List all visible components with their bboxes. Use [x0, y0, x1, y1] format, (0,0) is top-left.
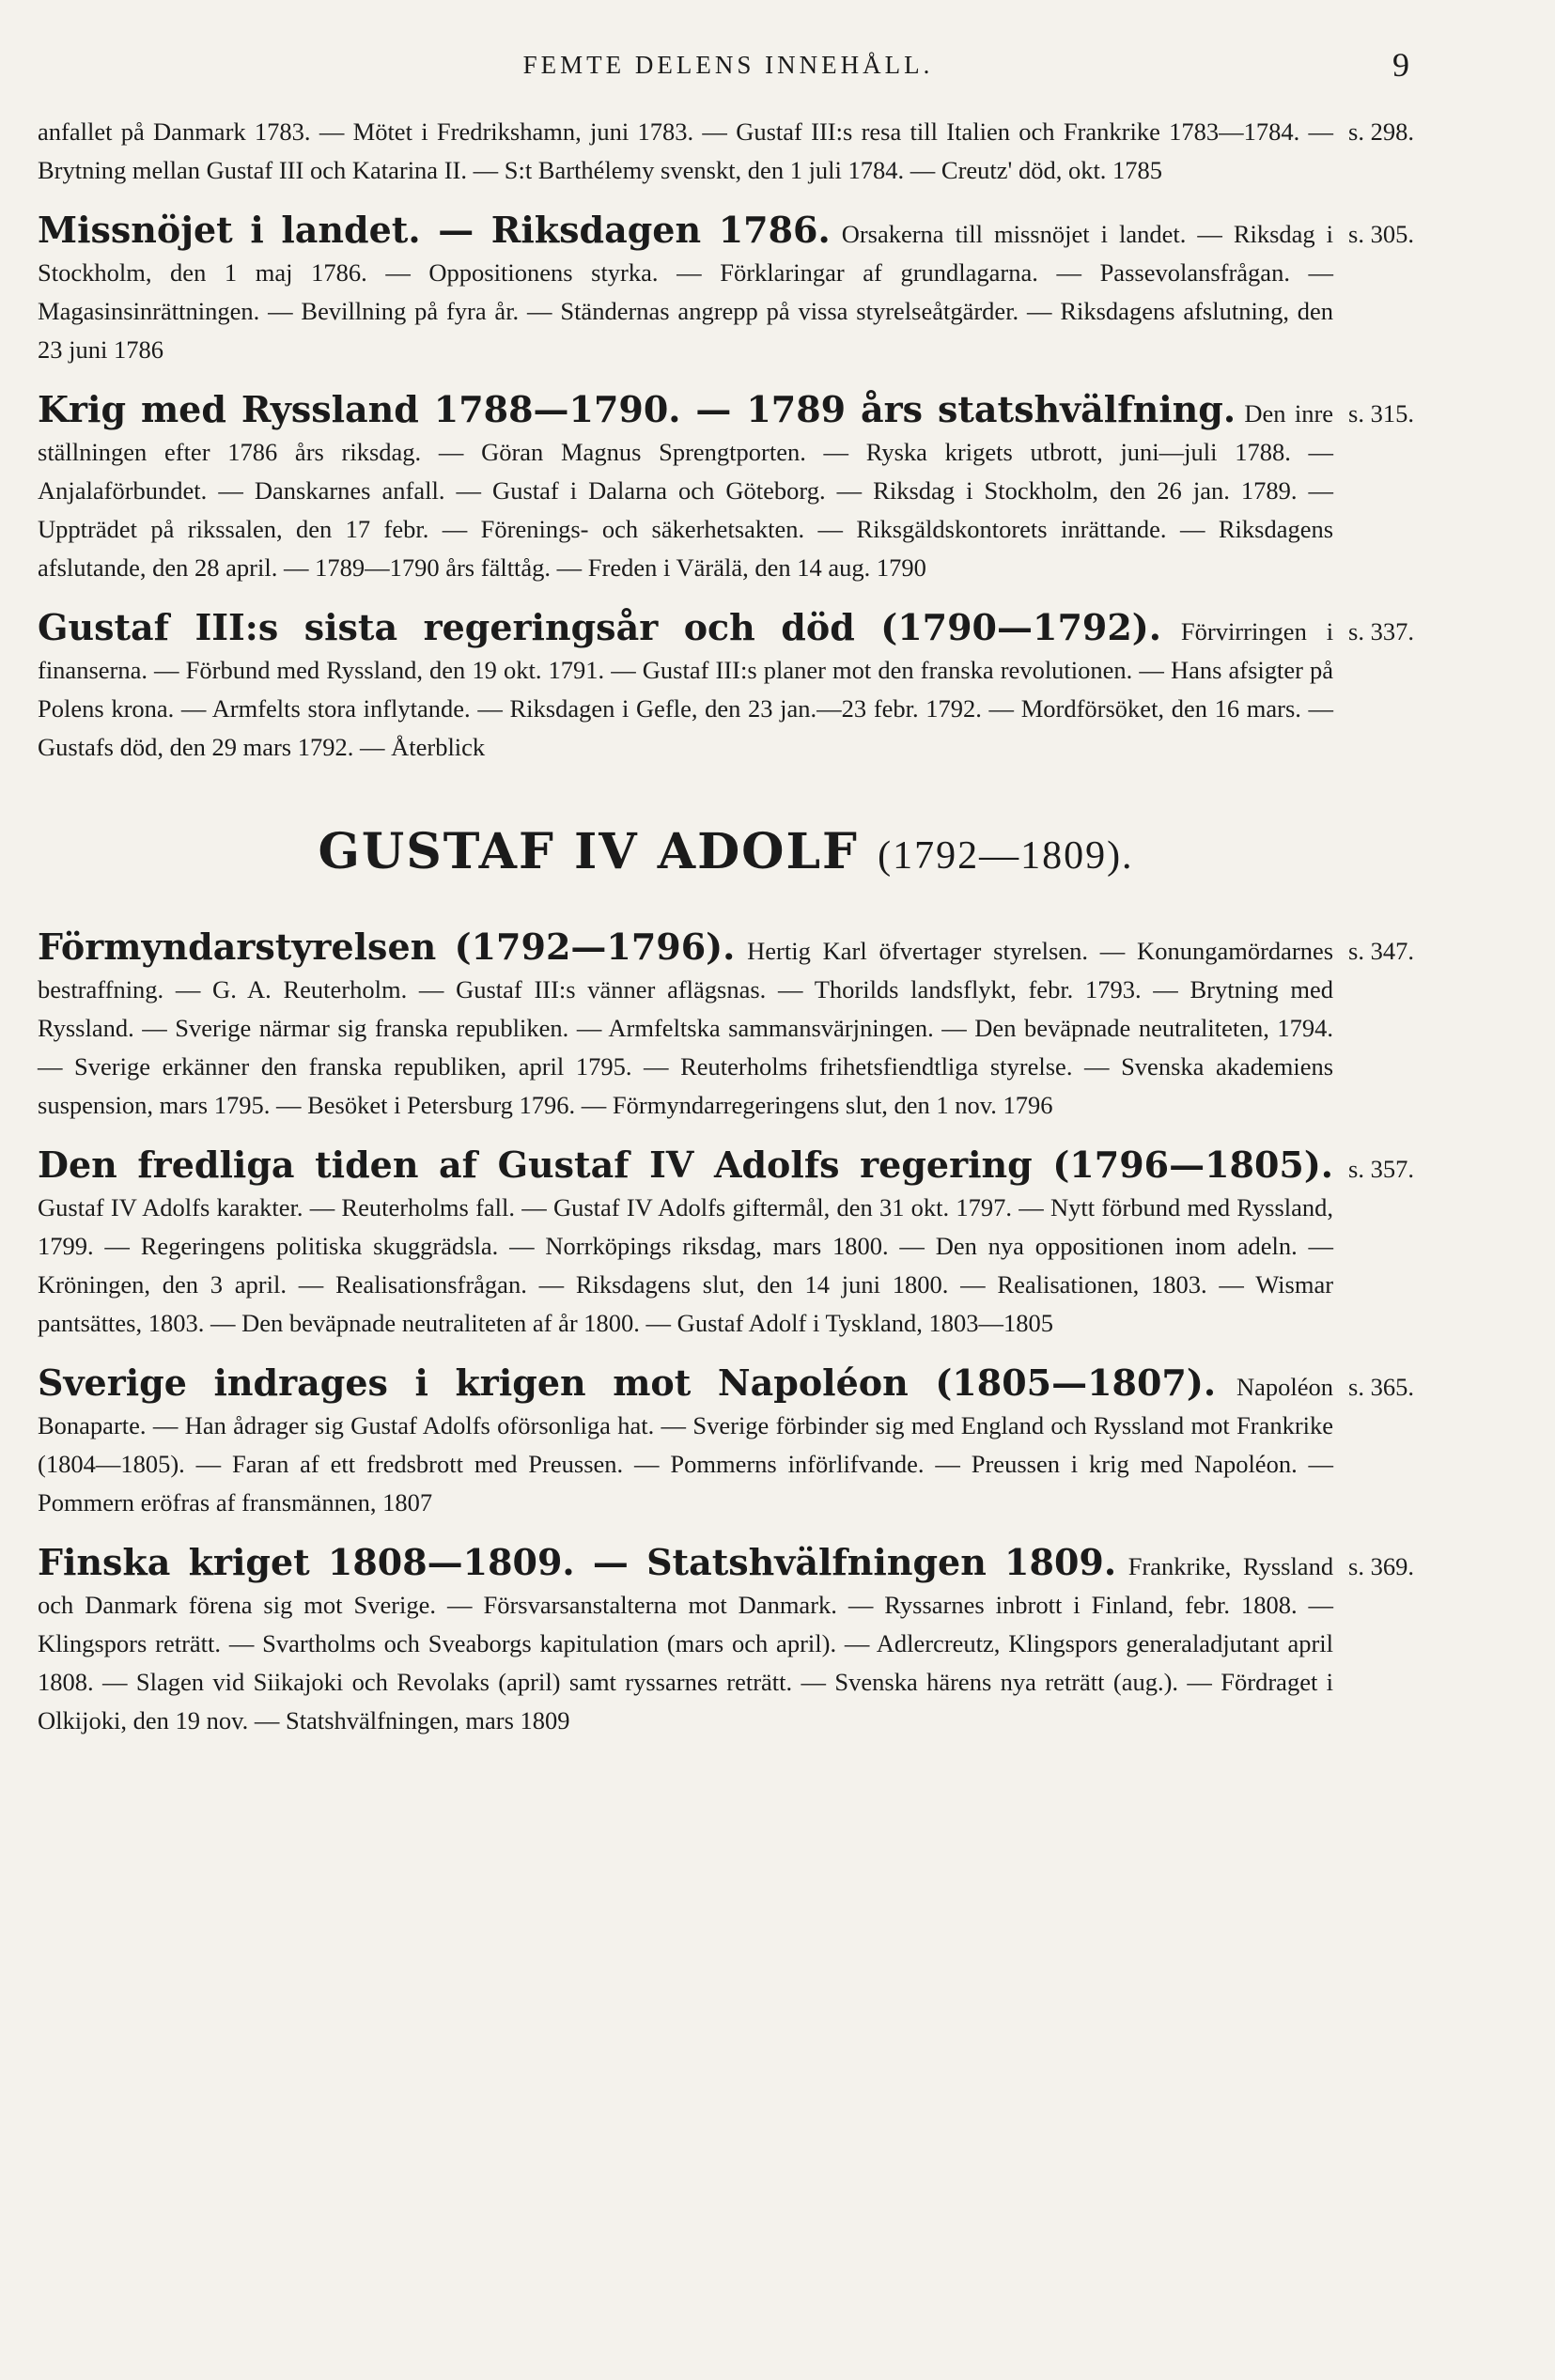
reign-title: [38, 823, 1414, 880]
page-reference: s. 357.: [1348, 1155, 1414, 1183]
entry-text: Frankrike, Ryssland och Danmark förena sig mot Sverige. — Försvarsanstalterna mot Danmark. — Ryssarnes inbrott i Finland, febr. 1808. — Klingspors reträtt. — Svartholms och Sveaborgs kapitulation (mars och april). — Adlercreutz, Klingspors generaladjutant april 1808. — Slagen vid Siikajoki och Revolaks (april) samt ryssarnes reträtt. — Svenska härens nya reträtt (aug.). — Fördraget i Olkijoki, den 19 nov. — Statshvälfningen, mars 1809: [38, 1552, 1334, 1734]
page-header: [38, 45, 1419, 92]
page-reference: s. 315.: [1348, 399, 1414, 428]
toc-entry-gustaf-iii-sista: [38, 608, 1414, 767]
entry-body: [38, 113, 1414, 190]
entry-heading: Förmyndarstyrelsen (1792—1796).: [38, 926, 736, 968]
toc-entry-krigen-napoleon: [38, 1363, 1414, 1522]
entry-heading: Finska kriget 1808—1809. — Statshvälfningen 1809.: [38, 1541, 1117, 1583]
entry-text: Hertig Karl öfvertager styrelsen. — Konungamördarnes bestraffning. — G. A. Reuterholm. — Gustaf III:s vänner aflägsnas. — Thorilds landsflykt, febr. 1793. — Brytning med Ryssland. — Sverige närmar sig franska republiken. — Armfeltska sammansvärjningen. — Den beväpnade neutraliteten, 1794. — Sverige erkänner den franska republiken, april 1795. — Reuterholms frihetsfiendtliga styrelse. — Svenska akademiens suspension, mars 1795. — Besöket i Petersburg 1796. — Förmyndarregeringens slut, den 1 nov. 1796: [38, 937, 1334, 1119]
running-title: FEMTE DELENS INNEHÅLL.: [522, 51, 934, 79]
entry-text: Förvirringen i finanserna. — Förbund med Ryssland, den 19 okt. 1791. — Gustaf III:s planer mot den franska revolutionen. — Hans afsigter på Polens krona. — Armfelts stora inflytande. — Riksdagen i Gefle, den 23 jan.—23 febr. 1792. — Mordförsöket, den 16 mars. — Gustafs död, den 29 mars 1792. — Återblick: [38, 617, 1334, 761]
page-reference: s. 298.: [1348, 117, 1414, 146]
entry-heading: Sverige indrages i krigen mot Napoléon (1805—1807).: [38, 1361, 1217, 1404]
entry-heading: Missnöjet i landet. — Riksdagen 1786.: [38, 209, 831, 251]
table-of-contents: [38, 113, 1414, 1761]
entry-heading: Krig med Ryssland 1788—1790. — 1789 års statshvälfning.: [38, 388, 1236, 430]
page-reference: s. 369.: [1348, 1552, 1414, 1580]
entry-text: anfallet på Danmark 1783. — Mötet i Fredrikshamn, juni 1783. — Gustaf III:s resa till Italien och Frankrike 1783—1784. — Brytning mellan Gustaf III och Katarina II. — S:t Barthélemy svenskt, den 1 juli 1784. — Creutz' död, okt. 1785: [38, 117, 1334, 184]
entry-text: Orsakerna till missnöjet i landet. — Riksdag i Stockholm, den 1 maj 1786. — Oppositionens styrka. — Förklaringar af grundlagarna. — Passevolansfrågan. — Magasinsinrättningen. — Bevillning på fyra år. — Ständernas angrepp på vissa styrelseåtgärder. — Riksdagens afslutning, den 23 juni 1786: [38, 220, 1334, 364]
entry-text: Napoléon Bonaparte. — Han ådrager sig Gustaf Adolfs oförsonliga hat. — Sverige förbinder sig med England och Ryssland mot Frankrike (1804—1805). — Faran af ett fredsbrott med Preussen. — Pommerns införlifvande. — Preussen i krig med Napoléon. — Pommern eröfras af fransmännen, 1807: [38, 1373, 1334, 1517]
entry-heading: Gustaf III:s sista regeringsår och död (1790—1792).: [38, 606, 1161, 648]
reign-years: (1792—1809).: [878, 834, 1134, 878]
page-reference: s. 347.: [1348, 937, 1414, 965]
toc-entry-finska-kriget: [38, 1543, 1414, 1740]
toc-entry-fredliga-tiden: [38, 1145, 1414, 1343]
page-reference: s. 305.: [1348, 220, 1414, 248]
page: [38, 0, 1419, 2380]
toc-entry-krig-ryssland: [38, 390, 1414, 587]
page-reference: s. 365.: [1348, 1373, 1414, 1401]
entry-heading: Den fredliga tiden af Gustaf IV Adolfs regering (1796—1805).: [38, 1143, 1334, 1186]
entry-text: Den inre ställningen efter 1786 års riksdag. — Göran Magnus Sprengtporten. — Ryska krigets utbrott, juni—juli 1788. — Anjalaförbundet. — Danskarnes anfall. — Gustaf i Dalarna och Göteborg. — Riksdag i Stockholm, den 26 jan. 1789. — Uppträdet på rikssalen, den 17 febr. — Förenings- och säkerhetsakten. — Riksgäldskontorets inrättande. — Riksdagens afslutande, den 28 april. — 1789—1790 års fälttåg. — Freden i Värälä, den 14 aug. 1790: [38, 399, 1334, 582]
toc-entry-missnojet: [38, 210, 1414, 369]
toc-entry-formyndarstyrelsen: [38, 927, 1414, 1125]
page-number: 9: [1392, 46, 1409, 84]
entry-text: Gustaf IV Adolfs karakter. — Reuterholms fall. — Gustaf IV Adolfs giftermål, den 31 okt. 1797. — Nytt förbund med Ryssland, 1799. — Regeringens politiska skuggrädsla. — Norrköpings riksdag, mars 1800. — Den nya oppositionen inom adeln. — Kröningen, den 3 april. — Realisationsfrågan. — Riksdagens slut, den 14 juni 1800. — Realisationen, 1803. — Wismar pantsättes, 1803. — Den beväpnade neutraliteten af år 1800. — Gustaf Adolf i Tyskland, 1803—1805: [38, 1193, 1334, 1337]
reign-name: GUSTAF IV ADOLF: [318, 823, 859, 880]
intro-entry: [38, 113, 1414, 190]
page-reference: s. 337.: [1348, 617, 1414, 646]
